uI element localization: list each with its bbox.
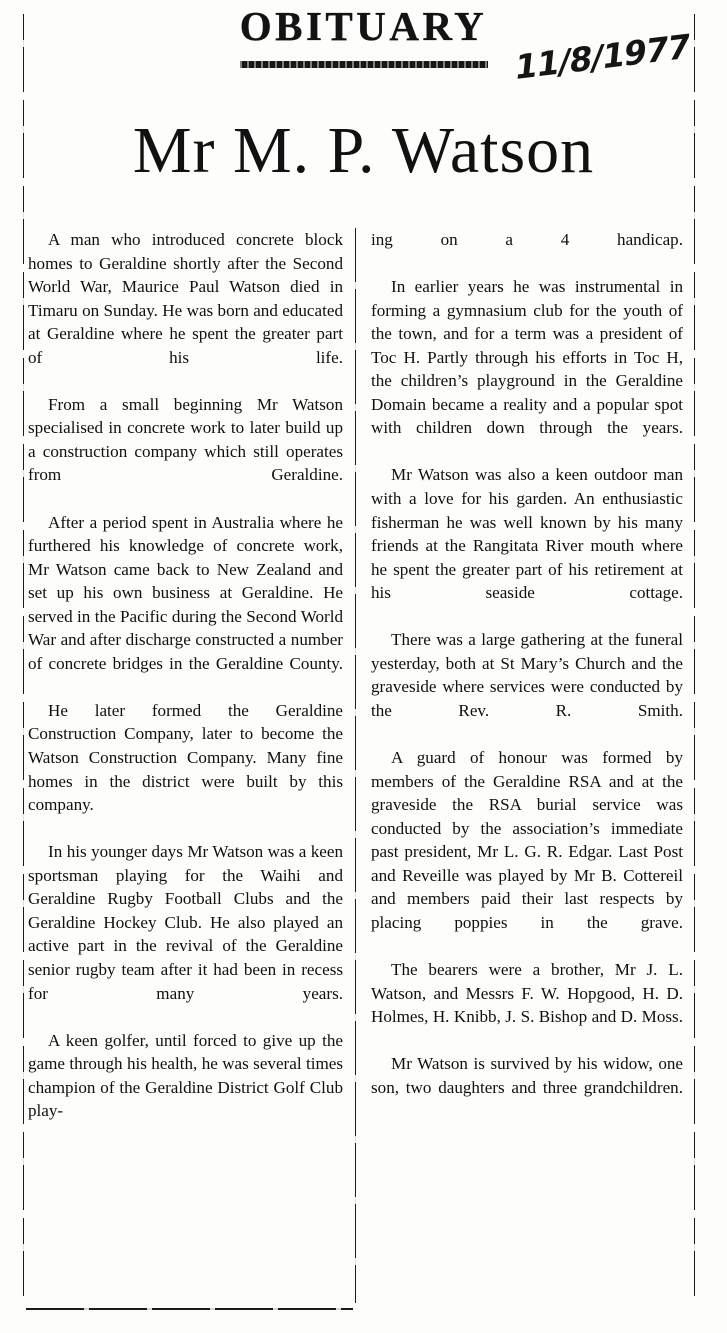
left-column xyxy=(28,228,352,1146)
handwritten-date-stamp: 11/8/1977 xyxy=(512,26,692,88)
paragraph: A guard of honour was formed by members of the Geraldine RSA and at the graveside the RSA burial service was conducted by the association’s immediate past president, Mr L. G. R. Edgar. Last Post and Reveille was played by Mr B. Cottereil and members paid their last respects by placing poppies in the grave. xyxy=(371,748,683,932)
right-margin-rule xyxy=(694,14,695,1304)
headline: Mr M. P. Watson xyxy=(132,114,595,187)
masthead-rule xyxy=(240,61,488,68)
paragraph: After a period spent in Australia where he furthered his knowledge of concrete work, Mr Watson came back to New Zealand and set up his own business at Geraldine. He served in the Pacific during the Second World War and after discharge constructed a number of concrete bridges in the Geraldine County. xyxy=(28,512,343,673)
paragraph-continuation: ing on a 4 handicap. xyxy=(371,230,683,249)
paragraph: There was a large gathering at the funeral yesterday, both at St Mary’s Church and the graveside where services were conducted by the Rev. R. Smith. xyxy=(371,630,683,720)
column-divider xyxy=(355,228,356,1303)
paragraph: Mr Watson is survived by his widow, one son, two daughters and three grandchildren. xyxy=(371,1054,683,1097)
bottom-rule xyxy=(26,1308,353,1310)
paragraph: Mr Watson was also a keen outdoor man with a love for his garden. An enthusiastic fisherman he was well known by his many friends at the Rangitata River mouth where he spent the greater part of his retirement at his seaside cottage. xyxy=(371,465,683,603)
paragraph: From a small beginning Mr Watson specialised in concrete work to later build up a construction company which still operates from Geraldine. xyxy=(28,394,343,485)
paragraph: In his younger days Mr Watson was a keen sportsman playing for the Waihi and Geraldine Rugby Football Clubs and the Geraldine Hockey Club. He also played an active part in the revival of the Geraldine senior rugby team after it had been in recess for many years. xyxy=(28,842,343,1003)
paragraph: A keen golfer, until forced to give up the game through his health, he was several times champion of the Geraldine District Golf Club play- xyxy=(28,1030,343,1121)
paragraph: The bearers were a brother, Mr J. L. Watson, and Messrs F. W. Hopgood, H. D. Holmes, H. Knibb, J. S. Bishop and D. Moss. xyxy=(371,959,683,1027)
right-column xyxy=(359,228,683,1123)
article-body xyxy=(28,228,692,1303)
section-label: OBITUARY xyxy=(239,3,488,49)
left-margin-rule xyxy=(23,14,24,1304)
paragraph: He later formed the Geraldine Construction Company, later to become the Watson Construction Company. Many fine homes in the district were built by this company. xyxy=(28,700,343,815)
paragraph: A man who introduced concrete block homes to Geraldine shortly after the Second World War, Maurice Paul Watson died in Timaru on Sunday. He was born and educated at Geraldine where he spent the greater part of his life. xyxy=(28,230,343,367)
paragraph: In earlier years he was instrumental in forming a gymnasium club for the youth of the town, and for a term was a president of Toc H. Partly through his efforts in Toc H, the children’s playground in the Geraldine Domain became a reality and a popular spot with children down through the years. xyxy=(371,277,683,438)
